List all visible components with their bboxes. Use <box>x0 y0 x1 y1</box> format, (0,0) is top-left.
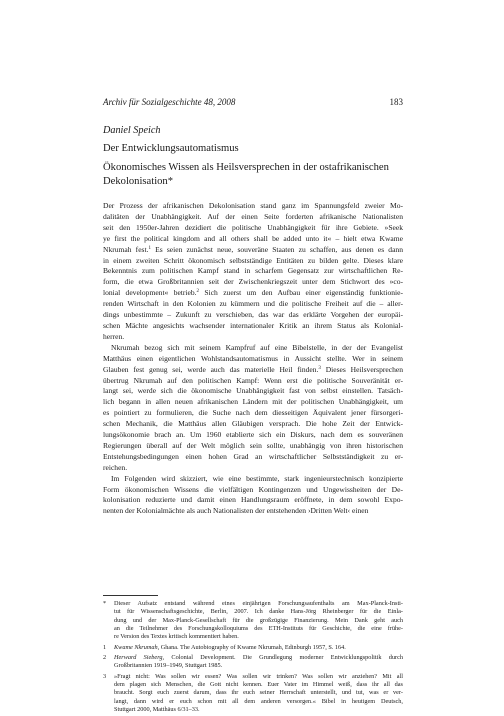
body-line: nenten der Kolonialmächte als auch Nationalisten der entstehenden ›Dritten Welt‹ einen <box>103 506 369 516</box>
body-line: herren. <box>103 331 125 341</box>
footnote-line: Kwame Nkrumah, Ghana. The Autobiography of Kwame Nkrumah, Edinburgh 1957, S. 164. <box>114 643 346 651</box>
footnote-text <box>114 644 403 652</box>
body-line: form, die etwa Großbritannien seit der Zwischenkriegszeit unter dem Stichwort des »co- <box>103 277 403 287</box>
footnote-line: »Fragt nicht: Was sollen wir essen? Was sollen wir trinken? Was sollen wir anziehen? Mit all <box>114 672 403 680</box>
body-line: Der Prozess der afrikanischen Dekolonisation stand ganz im Spannungsfeld zweier Mo- <box>103 201 403 210</box>
footnote-text <box>114 654 403 671</box>
body-paragraph <box>103 474 403 518</box>
running-header <box>103 97 403 108</box>
body-line: lonial development« betrieb.$^2$ Sich zuerst um den Aufbau einer eigenständig funktionie- <box>103 288 403 298</box>
body-line: ye first the political kingdom and all others shall be added unto it« – hielt etwa Kwame <box>103 233 403 243</box>
body-line: seit den 1950er-Jahren dezidiert die politische Unabhängigkeit für ihre Gebiete. »Seek <box>103 222 403 232</box>
footnote <box>103 600 403 642</box>
footnote-ref: 1 <box>148 245 151 251</box>
body-line: kolonisation reduzierte und damit einen Handlungsraum eröffnete, in dem sowohl Expo- <box>103 495 403 505</box>
footnote-line: an die Teilnehmer des Forschungskolloquiums des ETH-Instituts für Geschichte, die eine frühe- <box>114 625 403 633</box>
body-line: Regierungen überall auf der Welt möglich sein sollte, unabhängig von ihren historischen <box>103 440 403 450</box>
footnote <box>103 673 403 715</box>
body-line: lich begann in allen neuen afrikanischen Ländern mit der politischen Unabhängigkeit, um <box>103 397 403 407</box>
footnote-ref: 3 <box>318 365 321 371</box>
footnote-mark: 2 <box>103 654 107 662</box>
body-paragraph <box>103 343 403 474</box>
footnote <box>103 644 403 652</box>
footnotes <box>103 600 403 716</box>
footnote-line: Dieser Aufsatz entstand während eines einjährigen Forschungsaufenthalts am Max-Planck-Insti- <box>114 600 403 607</box>
body-line: lungsökonomie brach an. Um 1960 etablierte sich ein Diskurs, nach dem es souveränen <box>103 430 403 440</box>
journal-citation: Archiv für Sozialgeschichte 48, 2008 <box>103 97 236 107</box>
footnote <box>103 654 403 671</box>
footnote-line: braucht. Sorgt euch zuerst darum, dass ihr euch seiner Herrschaft unterstellt, und tut, was er ver- <box>114 689 403 697</box>
footnote-mark: * <box>103 600 107 607</box>
body-line: Nkrumah fest.$^1$ Es seien zunächst neue, souveräne Staaten zu schaffen, aus denen es dann <box>103 244 403 254</box>
body-line: langt sei, werde sich die ökonomische Unabhängigkeit fast von selbst einstellen. Tatsäch- <box>103 386 403 396</box>
footnote-line: Herward Sieberg, Colonial Development. Die Grundlegung moderner Entwicklungspolitik durch <box>114 654 403 662</box>
body-paragraph <box>103 201 403 343</box>
footnote-author: Kwame Nkrumah <box>114 643 158 651</box>
footnote-line: tut für Wissenschaftsgeschichte, Berlin, 2007. Ich danke Hans-Jörg Rheinberger für die Einla- <box>114 608 403 616</box>
footnote-line: dung und der Max-Planck-Gesellschaft für die großzügige Finanzierung. Mein Dank geht auch <box>114 616 403 624</box>
footnote-line: dem plagen sich Menschen, die Gott nicht kennen. Euer Vater im Himmel weiß, dass ihr all das <box>114 681 403 689</box>
body-line: renden Wirtschaft in den Kolonien zu kümmern und die politische Freiheit auf die – aller- <box>103 299 403 309</box>
footnote-author: Herward Sieberg <box>114 654 163 662</box>
body-line: Form ökonomischen Wissens die vielfältigen Kontingenzen und Ungewissheiten der De- <box>103 484 403 494</box>
body-line: dalitäten der Unabhängigkeit. Auf der einen Seite forderten afrikanische Nationalisten <box>103 211 403 221</box>
footnote-separator <box>103 595 158 596</box>
body-line: reichen. <box>103 462 128 472</box>
footnote-line: langt, dann wird er euch schon mit all dem anderen versorgen.« Bibel in heutigem Deutsch, <box>114 697 403 705</box>
body-line: es pointiert zu formulieren, die Suche nach dem diesseitigen Äquivalent jener fürsorgeri- <box>103 408 403 418</box>
page-number: 183 <box>389 97 403 107</box>
footnote-line: re Version des Textes kritisch kommentiert haben. <box>114 633 239 641</box>
body-line: Matthäus einen eigentlichen Wohlstandsautomatismus in Aussicht stellte. Wer in seinem <box>103 353 403 363</box>
footnote-text <box>114 600 403 642</box>
body-line: schen Mechanik, die Matthäus allen Gläubigen versprach. Die hohe Zeit der Entwick- <box>103 419 403 429</box>
article-subtitle: Ökonomisches Wissen als Heilsversprechen in der ostafrikanischen Dekolonisation* <box>103 162 389 187</box>
body-line: Glauben fest genug sei, werde auch das materielle Heil finden.$^3$ Dieses Heilsversprechen <box>103 364 404 374</box>
body-line: schen Mächte angesichts wachsender internationaler Kritik an ihrem Status als Kolonial- <box>103 320 403 330</box>
body-line: Entstehungsbedingungen einen hohen Grad an wirtschaftlicher Selbstständigkeit zu er- <box>103 451 403 461</box>
footnote-ref: 2 <box>196 289 200 295</box>
article-author: Daniel Speich <box>103 125 161 136</box>
footnote-line: Großbritannien 1919–1949, Stuttgart 1985. <box>114 662 223 670</box>
article-title: Der Entwicklungsautomatismus <box>103 143 239 154</box>
footnote-mark: 3 <box>103 672 107 680</box>
body-line: Bekenntnis zum politischen Kampf stand in scharfem Gegensatz zur wirtschaftlichen Re- <box>103 266 403 276</box>
footnote-line: Stuttgart 2000, Matthäus 6/31–33. <box>114 706 200 714</box>
body-line: Nkrumah bezog sich mit seinem Kampfruf auf eine Bibelstelle, in der der Evangelist <box>111 342 403 352</box>
body-line: Im Folgenden wird skizziert, wie eine bestimmte, stark ingenieurstechnisch konzipierte <box>111 473 403 483</box>
footnote-mark: 1 <box>103 643 107 651</box>
footnote-text <box>114 673 403 715</box>
article-body <box>103 201 403 517</box>
body-line: in einem zweiten Schritt ökonomisch selbstständige Entitäten zu bilden gelte. Dieses klare <box>103 255 403 265</box>
body-line: dings unbestimmte – Zukunft zu verschieben, das war das erklärte Vorgehen der europäi- <box>103 310 403 320</box>
body-line: übertrug Nkrumah auf den politischen Kampf: Wenn erst die politische Souveränität er- <box>103 375 403 385</box>
